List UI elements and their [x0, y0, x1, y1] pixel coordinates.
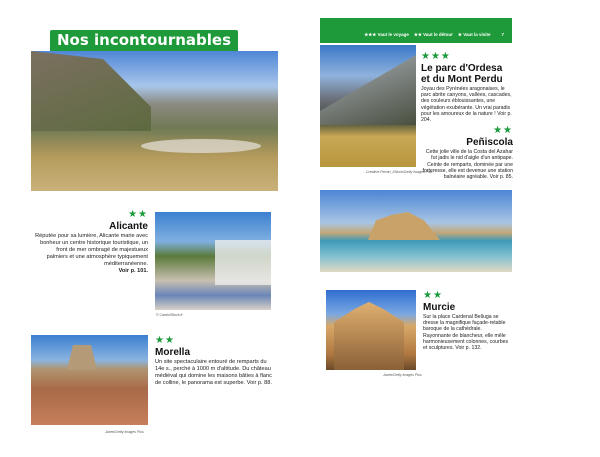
- morella-description: Un site spectaculaire entouré de remparts du 14e s., perché à 1000 m d'altitude. Du château médiéval qui domine les maisons bâties à flanc de colline, le panorama est superbe. Voir p. 88.: [155, 359, 272, 386]
- alicante-page-ref: Voir p. 101.: [118, 268, 148, 274]
- ordesa-photo: [320, 45, 416, 167]
- murcie-block: [423, 291, 509, 351]
- peniscola-heading: Peñiscola: [466, 137, 513, 149]
- ordesa-description: Joyau des Pyrénées aragonaises, le parc abrite canyons, vallées, cascades, des couleurs éblouissantes, une végétation exubérante. Un vrai paradis pour les amoureux de la nature ! Voir p. 204.: [421, 86, 512, 124]
- murcie-heading: Murcie: [423, 302, 456, 313]
- murcie-cathedral-photo: [326, 290, 416, 370]
- page-number: 7: [501, 32, 504, 37]
- alicante-description: Réputée pour sa lumière, Alicante marie avec bonheur un centre historique touristique, un front de mer ombragé de majestueux palmiers et une atmosphère typiquement méditerranéenne.: [35, 233, 148, 267]
- morella-block: [155, 336, 275, 387]
- murcie-description: Sur la place Cardenal Belluga se dresse la magnifique façade-retable baroque de la cathédrale. Rayonnante de blancheur, elle mêle harmonieusement colonnes, courbes et sculptures. Voir p. 132.: [423, 314, 509, 352]
- ordesa-photo-credit: Creative-Ferrari_/iStock/Getty Images Plus: [366, 170, 433, 174]
- peniscola-rating-stars: ★★: [493, 125, 513, 137]
- legend-one-star: ★ Vaut la visite: [457, 31, 491, 37]
- alicante-rating-stars: ★★: [128, 209, 148, 220]
- alicante-photo: [155, 212, 271, 310]
- ordesa-peniscola-column: [421, 52, 513, 180]
- peniscola-block: [421, 126, 513, 180]
- morella-heading: Morella: [155, 347, 191, 358]
- legend-three-stars: ★★★ Vaut le voyage: [364, 31, 409, 37]
- page-title: Nos incontournables: [50, 30, 238, 51]
- morella-photo-credit: Jacek/Getty Images Plus: [105, 430, 144, 434]
- rating-legend-bar: [320, 18, 512, 43]
- alicante-block: [35, 210, 148, 275]
- mountain-valley-photo: [31, 51, 278, 191]
- peniscola-description: Cette jolie ville de la Costa del Azahar fut jadis le nid d'aigle d'un antipape. Ceinte de remparts, dominée par une forteresse, elle est devenue une station balnéaire agréable. Voir p. 85.: [422, 149, 513, 181]
- murcie-rating-stars: ★★: [423, 290, 443, 301]
- alicante-photo-credit: © Cardo/iStock.fr: [156, 313, 183, 317]
- alicante-heading: Alicante: [109, 221, 148, 232]
- peniscola-photo: [320, 190, 512, 272]
- ordesa-heading: Le parc d'Ordesa et du Mont Perdu: [421, 63, 503, 85]
- murcie-photo-credit: Jacek/Getty Images Plus: [383, 373, 422, 377]
- morella-photo: [31, 335, 148, 425]
- ordesa-rating-stars: ★★★: [421, 51, 451, 62]
- legend-two-stars: ★★ Vaut le détour: [413, 31, 453, 37]
- morella-rating-stars: ★★: [155, 335, 175, 346]
